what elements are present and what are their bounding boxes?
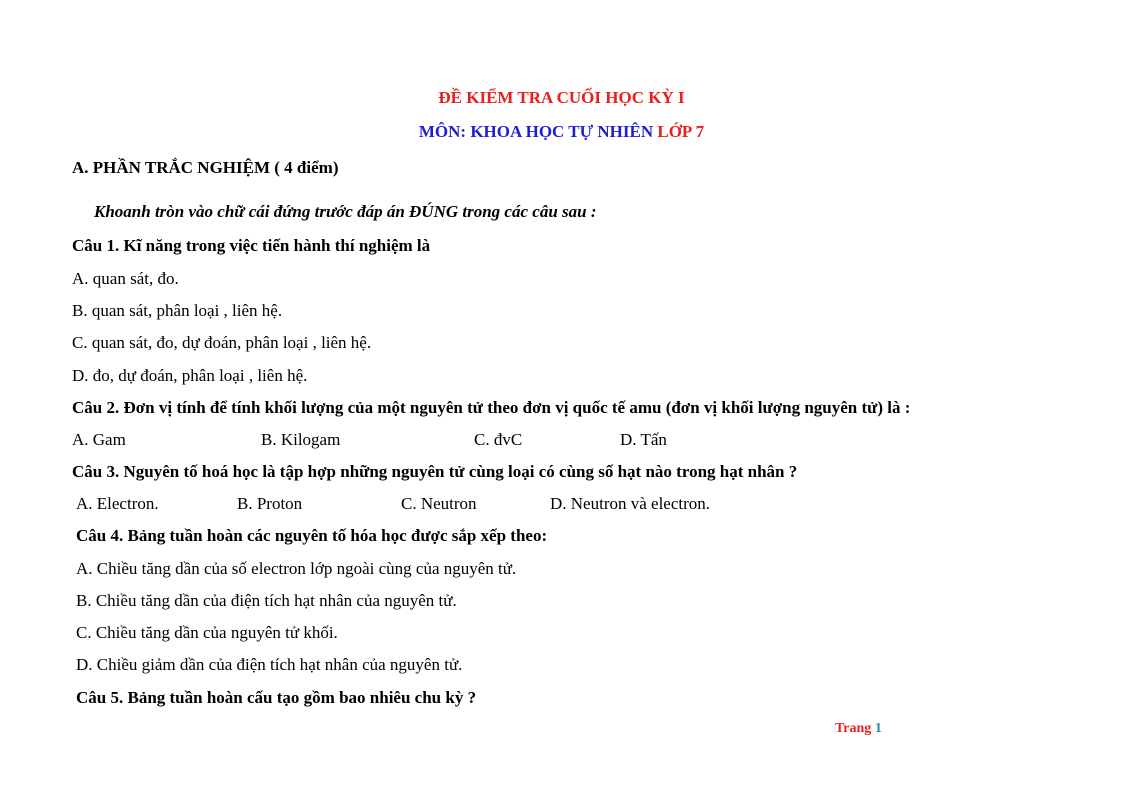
q4-option-d[interactable]: D. Chiều giảm dần của điện tích hạt nhân của nguyên tử. (76, 655, 463, 674)
page-number: 1 (874, 721, 882, 736)
q4-option-b[interactable]: B. Chiều tăng dần của điện tích hạt nhân của nguyên tử. (76, 591, 457, 610)
q2-option-a[interactable]: A. Gam (72, 430, 126, 449)
q3-option-d[interactable]: D. Neutron và electron. (550, 494, 711, 513)
q4-option-a[interactable]: A. Chiều tăng dần của số electron lớp ngoài cùng của nguyên tử. (76, 559, 517, 578)
q2-option-b[interactable]: B. Kilogam (261, 430, 341, 449)
question-3: Câu 3. Nguyên tố hoá học là tập hợp những nguyên tử cùng loại có cùng số hạt nào trong hạt nhân ? (72, 462, 798, 481)
section-heading: A. PHẦN TRẮC NGHIỆM ( 4 điểm) (72, 158, 339, 177)
q1-option-d[interactable]: D. đo, dự đoán, phân loại , liên hệ. (72, 366, 308, 385)
question-5: Câu 5. Bảng tuần hoàn cấu tạo gồm bao nhiêu chu kỳ ? (76, 688, 477, 707)
q4-option-c[interactable]: C. Chiều tăng dần của nguyên tử khối. (76, 623, 338, 642)
q1-option-b[interactable]: B. quan sát, phân loại , liên hệ. (72, 301, 283, 320)
exam-title: ĐỀ KIỂM TRA CUỐI HỌC KỲ I (438, 88, 685, 107)
q3-option-b[interactable]: B. Proton (237, 494, 303, 513)
subject-line (0, 122, 1123, 142)
question-2: Câu 2. Đơn vị tính để tính khối lượng của một nguyên tử theo đơn vị quốc tế amu (đơn vị khối lượng nguyên tử) là : (72, 398, 911, 417)
question-4: Câu 4. Bảng tuần hoàn các nguyên tố hóa học được sắp xếp theo: (76, 526, 548, 545)
question-1: Câu 1. Kĩ năng trong việc tiến hành thí nghiệm là (72, 236, 431, 255)
instruction: Khoanh tròn vào chữ cái đứng trước đáp án ĐÚNG trong các câu sau : (94, 202, 597, 221)
page-footer (835, 721, 882, 737)
page-label: Trang (835, 721, 872, 736)
q1-option-c[interactable]: C. quan sát, đo, dự đoán, phân loại , liên hệ. (72, 333, 372, 352)
q3-option-a[interactable]: A. Electron. (76, 494, 159, 513)
subject-name: MÔN: KHOA HỌC TỰ NHIÊN (418, 122, 654, 141)
q3-option-c[interactable]: C. Neutron (401, 494, 477, 513)
q1-option-a[interactable]: A. quan sát, đo. (72, 269, 179, 288)
q2-option-c[interactable]: C. đvC (474, 430, 523, 449)
q2-option-d[interactable]: D. Tấn (620, 430, 667, 449)
subject-grade: LỚP 7 (657, 122, 705, 141)
